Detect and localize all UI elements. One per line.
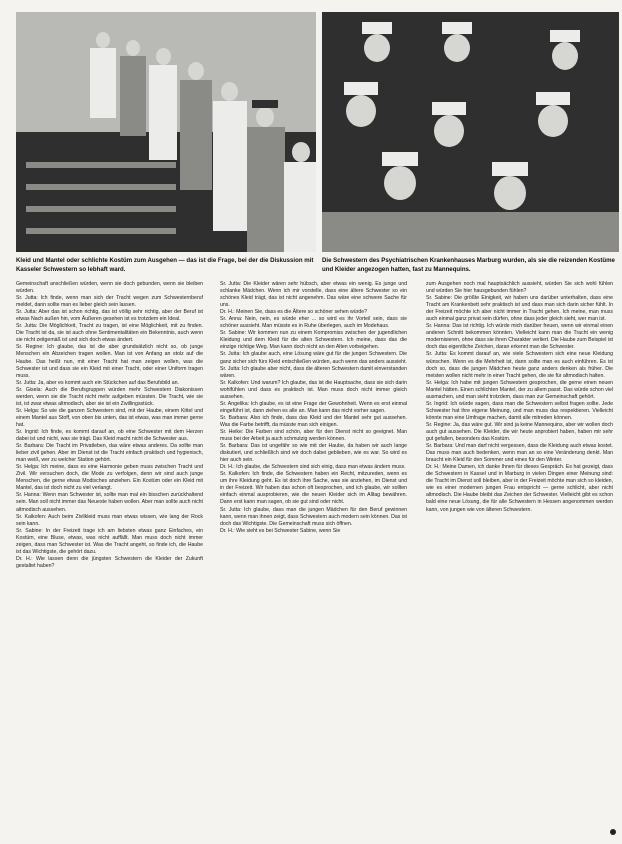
paragraph: Sr. Regine: Ja, das wäre gut. Wir sind ja keine Mannequins, aber wir wollen doch auch gut aussehen. Die Kleider, die wir heute anprobiert haben, haben mir sehr gut gefallen, besonders das Kostüm. [426,421,613,443]
paragraph: Sr. Jutta: Ich glaube aber nicht, dass die älteren Schwestern damit einverstanden wären. [220,365,407,379]
paragraph: Sr. Jutta: Es kommt darauf an, wie viele Schwestern sich eine neue Kleidung wünschen. Wenn es die Mehrheit ist, dann sollte man es auch einführen. Es ist doch so, dass die jungen Mädchen heute ganz anders denken als früher. Die meisten wollen nicht mehr in einer Tracht gehen, die sie für altmodisch halten. [426,351,613,379]
paragraph: Sr. Jutta: Ich glaube auch, eine Lösung wäre gut für die jungen Schwestern. Die ganz sicher sich fürs Kleid entschließen würden, auch wenn das anders aussieht. [220,351,407,365]
article-column-3 [426,281,613,838]
paragraph: Sr. Jutta: Ja, aber es kommt auch ein Stückchen auf das Berufsbild an. [16,379,179,386]
article-end-mark [610,829,616,835]
photo-caption-right: Die Schwestern des Psychiatrischen Krankenhauses Marburg wurden, als sie die reizenden Kostüme und Kleider angezogen hatten, fast zu Mannequins. [322,257,615,273]
paragraph: Sr. Sabine: Wir kommen nun zu einem Kompromiss zwischen der jugendlichen Kleidung und dem Kleid für die alten Schwestern. Ich meine, dass das die einzige richtige Weg. Man kann doch nicht an den Alten vorbeigehen. [220,330,407,351]
paragraph: Sr. Helga: Ich meine, dass es eine Harmonie geben muss zwischen Tracht und Zivil. Wir versuchen doch, die Mode zu verfolgen, denn wir sind auch junge Menschen, die gerne etwas Modisches anziehen. Ein Kostüm oder ein Kleid mit Mantel, das ist doch nicht zu viel verlangt. [16,464,203,492]
photo-caption-left: Kleid und Mantel oder schlichte Kostüm zum Ausgehen — das ist die Frage, bei der die Diskussion mit Kasseler Schwestern so lebhaft ward. [16,257,314,273]
paragraph: Dr. H.: Meine Damen, ich danke Ihnen für dieses Gespräch. Es hat gezeigt, dass die Schwestern in Kassel und in Marburg in vielen Dingen einer Meinung sind: die Tracht im Dienst soll bleiben, aber in der Freizeit möchte man sich so kleiden, wie es einer modernen jungen Frau entspricht — gerne schlicht, aber nicht altmodisch. Die Haube bleibt das Zeichen der Schwester. Vielleicht gibt es schon bald eine neue Lösung, die für alle Schwestern in Hessen angenommen werden kann, von jungen wie von älteren Schwestern. [426,464,613,513]
paragraph: Dr. H.: Wie lassen denn die jüngsten Schwestern die Kleider der Zukunft gestaltet haben? [16,555,203,569]
paragraph: Sr. Gisela: Auch die Berufsgruppen würden mehr Schwestern Diakonissen werden, wenn sie die Tracht nicht mehr aufgeben müssten. Die Tracht, wie sie ist, ist zwar etwas altmodisch, aber sie ist ein Zwillingsstück. [16,386,203,407]
paragraph: Sr. Helga: So wie die ganzen Schwestern sind, mit der Haube, einem Kittel und einem Mantel aus Stoff, von oben bis unten, das ist etwas, was man immer gerne hat. [16,407,203,428]
article-column-1 [16,281,203,838]
paragraph: Sr. Barbara: Die Tracht im Privatleben, das wäre etwas anderes. Da sollte man lieber zivil gehen. Aber im Dienst ist die Tracht einfach praktisch und hygienisch, man weiß, wer zu welcher Station gehört. [16,443,203,464]
paragraph: Sr. Hanna: Das ist richtig. Ich würde mich darüber freuen, wenn wir einmal einen anderen Schnitt bekommen könnten. Vielleicht kann man die Tracht ein wenig modernisieren, ohne dass sie ihren Charakter verliert. Die Haube zum Beispiel ist doch das eigentliche Zeichen, daran erkennt man die Schwester. [426,323,613,351]
paragraph: Sr. Jutta: Die Kleider wären sehr hübsch, aber etwas ein wenig. Es junge und schlanke Mädchen. Wenn ich mir vorstelle, dass eine ältere Schwester so ein schönes Kleid trägt, das ist nicht angenehm. Das wäre eine schwere Sache für uns. [220,281,407,309]
paragraph: Dr. H.: Meinen Sie, dass es die Ältere so schöner sehen würde? [220,309,368,316]
paragraph: Sr. Sabine: Die größte Einigkeit, wir haben uns darüber unterhalten, dass eine Tracht am Krankenbett sehr praktisch ist und dass man sich darin sicher fühlt. In der Freizeit möchte ich aber nicht immer in Tracht gehen. Ich meine, man muss auch einmal ganz privat sein dürfen, ohne dass jeder gleich sieht, wer man ist. [426,295,613,323]
paragraph: Sr. Barbara: Das ist ungefähr so wie mit der Haube, da haben wir auch lange diskutiert, und schließlich sind wir doch dabei geblieben, wie es war. So wird es hier auch sein. [220,443,407,464]
paragraph: Dr. H.: Ich glaube, die Schwestern sind sich einig, dass man etwas ändern muss. [220,464,406,471]
paragraph: Sr. Anna: Nein, nein, es würde eher ... so wird es ihr Vorteil sein, dass sie schöner aussieht. Man müsste es in Ruhe überlegen, auch im Modehaus. [220,316,407,330]
paragraph: Sr. Barbara: Und man darf nicht vergessen, dass die Kleidung auch etwas kostet. Das muss man auch bedenken, wenn man an so eine Veränderung denkt. Man braucht ein Kleid für den Sommer und eines für den Winter. [426,443,613,464]
paragraph: Sr. Kalkofen: Auch beim Zivilkleid muss man etwas wissen, wie lang der Rock sein kann. [16,513,203,527]
paragraph: Sr. Kalkofen: Ich finde, die Schwestern haben ein Recht, mitzureden, wenn es um ihre Kleidung geht. Es ist doch ihre Sache, was sie anziehen, im Dienst und in der Freizeit. Wir haben das schon oft besprochen, und ich glaube, wir sollten einfach einmal ausprobieren, wie die neuen Kleider sich im Alltag bewähren. Dann erst kann man sagen, ob sie gut sind oder nicht. [220,471,407,506]
photo-nurses-group [322,12,619,252]
article-column-2 [220,281,407,838]
photo-nurses-on-stairs [16,12,316,252]
paragraph: Sr. Angelika: Ich glaube, es ist eine Frage der Gewohnheit. Wenn es erst einmal eingeführt ist, dann ziehen es alle an. Man kann das nicht vorher sagen. [220,400,407,414]
paragraph: Sr. Kalkofen: Und warum? Ich glaube, das ist die Hauptsache, dass sie sich darin wohlfühlen und dass es praktisch ist. Man muss doch nicht immer gleich aussehen. [220,379,407,400]
paragraph: Dr. H.: Wie sieht es bei Schwester Sabine, wenn Sie [220,527,341,534]
paragraph: Gemeinschaft anschließen würden, wenn sie doch gebunden, wenn sie bleiben würden. [16,281,203,295]
paragraph: Sr. Ingrid: Ich würde sagen, dass man die Schwestern selbst fragen sollte. Jede Schwester hat ihre eigene Meinung, und man muss das respektieren. Vielleicht könnte man eine Umfrage machen, damit alle mitreden können. [426,400,613,421]
paragraph: Sr. Ingrid: Ich finde, es kommt darauf an, ob eine Schwester mit dem Herzen dabei ist und nicht, was sie trägt. Das Kleid macht nicht die Schwester aus. [16,428,203,443]
paragraph: Sr. Jutta: Ich finde, wenn man sich der Tracht wegen zum Schwesternberuf meldet, dann sollte man es lieber gleich sein lassen. [16,295,203,309]
paragraph: zum Ausgehen noch mal hauptsächlich aussieht, würden Sie sich wohl fühlen und würden Sie hier hausgebunden fühlen? [426,281,613,295]
paragraph: Sr. Hanna: Wenn man Schwester ist, sollte man mal ein bisschen zurückhaltend sein. Man soll nicht immer das Neueste haben wollen. Aber man sollte auch nicht altmodisch aussehen. [16,492,203,513]
paragraph: Sr. Jutta: Die Möglichkeit, Tracht zu tragen, ist eine Möglichkeit, mit zu finden. Die Tracht ist da, sie ist auch ohne Sentimentalitäten ein Bekenntnis, auch wenn sie nicht zeitgemäß ist und sich doch etwas ändert. [16,323,203,344]
paragraph: Sr. Jutta: Aber das ist schon richtig, das ist völlig sehr richtig, aber der Beruf ist etwas Nach außen hin, vom Äußeren gesehen ist es trotzdem ein Ideal. [16,309,203,323]
paragraph: Sr. Sabine: In der Freizeit trage ich am liebsten etwas ganz Einfaches, ein Kostüm, eine Bluse, etwas, was nicht auffällt. Man muss doch nicht immer zeigen, dass man Schwester ist. Was die Tracht angeht, so finde ich, die Haube ist das Wichtigste, die gehört dazu. [16,527,203,555]
paragraph: Sr. Heike: Die Farben sind schön, aber für den Dienst nicht so geeignet. Man muss bei der Arbeit ja auch schmutzig werden können. [220,428,407,443]
paragraph: Sr. Jutta: Ich glaube, dass man die jungen Mädchen für den Beruf gewinnen kann, wenn man ihnen zeigt, dass Schwestern auch modern sein können. Das ist doch das Wichtigste. Die Gemeinschaft muss sich öffnen. [220,506,407,527]
paragraph: Sr. Helga: Ich habe mit jungen Schwestern gesprochen, die gerne einen neuen Mantel hätten. Einen schlichten Mantel, der zu allem passt. Das würde schon viel ausmachen, und man sieht trotzdem, dass man zur Gemeinschaft gehört. [426,379,613,400]
paragraph: Sr. Barbara: Also ich finde, dass das Kleid und der Mantel sehr gut aussehen. Was die Farbe betrifft, da müsste man sich einigen. [220,414,407,428]
paragraph: Sr. Regine: Ich glaube, das ist die aber grundsätzlich nicht so, ob junge Menschen ein Abzeichen tragen wollen. Man ist von Anfang an stolz auf die Haube. Das heißt nun, mit einer Tracht hat man zeigen wollen, was die Schwester ist und dass sie ein Kleid mit einer Tracht, oder einer Uniform tragen muss. [16,344,203,379]
